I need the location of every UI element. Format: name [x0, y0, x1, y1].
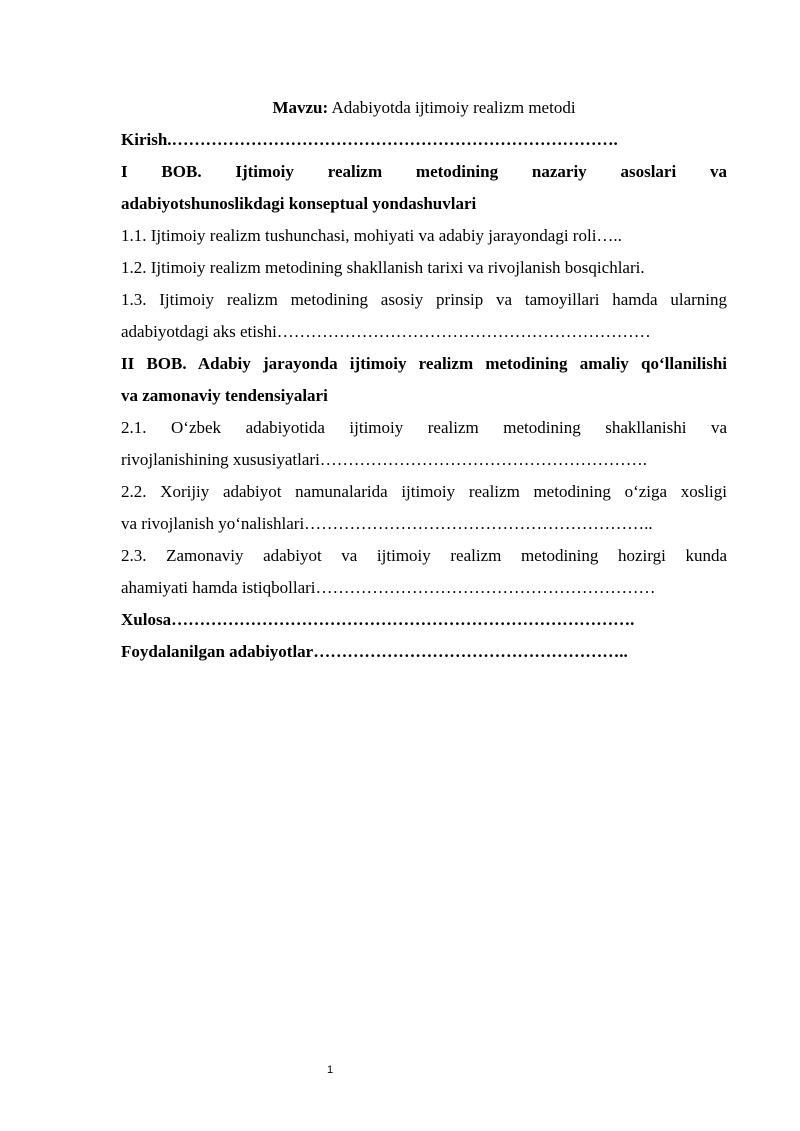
page-number: 1: [326, 1064, 334, 1076]
toc-chapter-1-line-2: adabiyotshunoslikdagi konseptual yondashuvlari: [121, 194, 477, 213]
toc-entry-2-1-line-2: rivojlanishining xususiyatlari………………………………………………….: [121, 450, 648, 469]
page-title: [121, 92, 727, 124]
table-of-contents: [121, 92, 727, 668]
toc-entry-kirish: Kirish.…………………………………………………………………….: [121, 130, 618, 149]
toc-chapter-2-line-1: II BOB. Adabiy jarayonda ijtimoiy realizm metodining amaliy qo‘llanilishi: [121, 354, 727, 373]
toc-entry-1-3-line-1: 1.3. Ijtimoiy realizm metodining asosiy prinsip va tamoyillari hamda ularning: [121, 290, 727, 309]
toc-entry-2-3-line-1: 2.3. Zamonaviy adabiyot va ijtimoiy realizm metodining hozirgi kunda: [121, 546, 727, 565]
toc-entry-references: Foydalanilgan adabiyotlar………………………………………………..: [121, 642, 628, 661]
toc-entry-2-2-line-1: 2.2. Xorijiy adabiyot namunalarida ijtimoiy realizm metodining o‘ziga xosligi: [121, 482, 727, 501]
toc-entry-xulosa: Xulosa……………………………………………………………………….: [121, 610, 635, 629]
title-text: Adabiyotda ijtimoiy realizm metodi: [328, 98, 576, 117]
toc-entry-1-1: 1.1. Ijtimoiy realizm tushunchasi, mohiyati va adabiy jarayondagi roli…..: [121, 226, 622, 245]
toc-entry-1-2: 1.2. Ijtimoiy realizm metodining shakllanish tarixi va rivojlanish bosqichlari.: [121, 258, 645, 277]
toc-entry-2-3-line-2: ahamiyati hamda istiqbollari……………………………………………………: [121, 578, 656, 597]
toc-entry-2-2-line-2: va rivojlanish yo‘nalishlari……………………………………………………..: [121, 514, 653, 533]
title-label: Mavzu:: [272, 98, 329, 117]
toc-entry-1-3-line-2: adabiyotdagi aks etishi…………………………………………………………: [121, 322, 651, 341]
toc-chapter-2-line-2: va zamonaviy tendensiyalari: [121, 386, 328, 405]
toc-entry-2-1-line-1: 2.1. O‘zbek adabiyotida ijtimoiy realizm metodining shakllanishi va: [121, 418, 727, 437]
toc-chapter-1-line-1: I BOB. Ijtimoiy realizm metodining nazariy asoslari va: [121, 162, 727, 181]
